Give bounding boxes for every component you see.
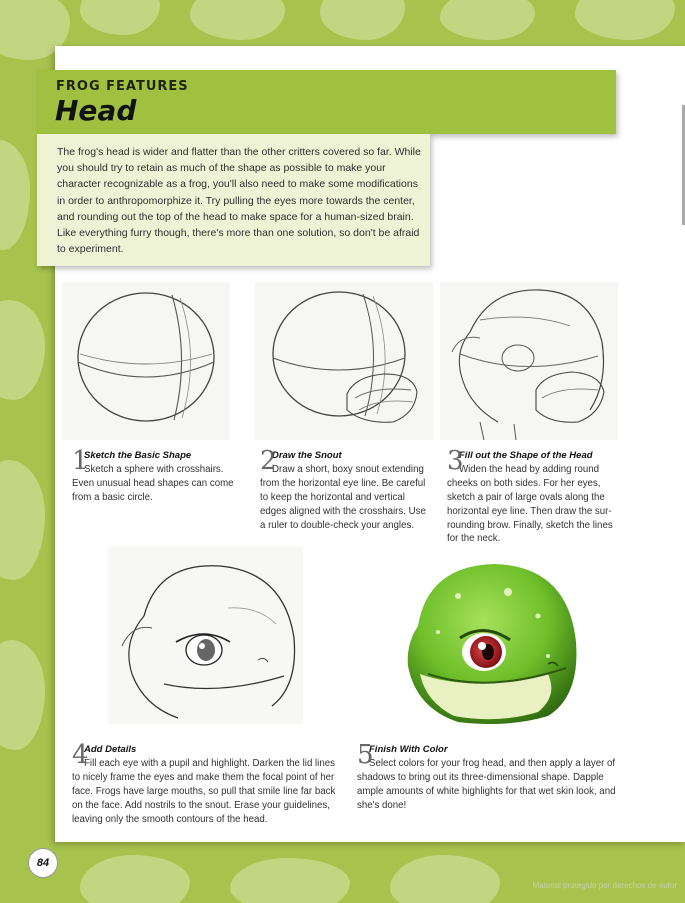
step-1 <box>72 446 247 505</box>
step-number: 1 <box>72 446 89 476</box>
step-1-sketch <box>62 282 230 440</box>
section-kicker: FROG FEATURES <box>56 79 189 94</box>
detailed-head-sketch-illustration <box>108 546 303 724</box>
background-pattern <box>80 855 190 903</box>
step-4-sketch <box>108 546 303 724</box>
step-number: 3 <box>447 446 464 476</box>
page-number: 84 <box>28 848 58 878</box>
background-pattern <box>0 300 45 400</box>
step-3-sketch <box>440 282 618 440</box>
snout-sketch-illustration <box>255 282 433 440</box>
step-heading: Add Details <box>84 744 137 755</box>
background-pattern <box>230 858 350 903</box>
background-pattern <box>575 0 675 40</box>
step-number: 5 <box>357 740 374 770</box>
step-5 <box>357 740 625 813</box>
step-body: Select colors for your frog head, and then apply a layer of shadows to bring out its three-dimensional shape. Dapple ample amounts of white highlights for that wet skin look, and she's done! <box>357 757 616 811</box>
step-heading: Draw the Snout <box>272 450 342 461</box>
background-pattern <box>190 0 285 40</box>
background-pattern <box>320 0 405 40</box>
background-pattern <box>0 140 30 250</box>
background-pattern <box>0 460 45 580</box>
step-number: 4 <box>72 740 89 770</box>
step-4 <box>72 740 340 826</box>
step-body: Draw a short, boxy snout extending from the horizontal eye line. Be careful to keep the horizontal and vertical edges aligned with the crosshairs. Use a ruler to double-check your angles. <box>260 463 426 531</box>
background-pattern <box>390 855 500 903</box>
step-body: Fill each eye with a pupil and highlight. Darken the lid lines to nicely frame the eyes and make them the focal point of her face. Frogs have large mouths, so pull that smile line far back on the face. Add nostrils to the snout. Erase your guidelines, leaving only the smooth contours of the head. <box>72 757 336 825</box>
step-heading: Fill out the Shape of the Head <box>459 450 593 461</box>
page-title: Head <box>55 94 137 127</box>
copyright-watermark: Material protegido por derechos de autor <box>532 881 677 890</box>
step-2 <box>260 446 432 532</box>
colored-frog-head-illustration <box>398 556 583 728</box>
step-2-sketch <box>255 282 433 440</box>
step-number: 2 <box>260 446 277 476</box>
head-shape-sketch-illustration <box>440 282 618 440</box>
step-3 <box>447 446 619 546</box>
background-pattern <box>0 640 45 750</box>
sphere-sketch-illustration <box>62 282 230 440</box>
intro-text: The frog's head is wider and flatter than the other critters covered so far. While you should try to retain as much of the shape as possible to make your character recognizable as a frog, you'll also need to make some modifications in order to anthropomorphize it. Try pulling the eyes more towards the center, and rounding out the top of the head to make space for a human-sized brain. Like everything furry though, there's more than one solution, so don't be afraid to experiment. <box>57 146 421 256</box>
step-5-illustration <box>398 556 583 728</box>
background-pattern <box>440 0 535 40</box>
step-heading: Finish With Color <box>369 744 448 755</box>
step-heading: Sketch the Basic Shape <box>84 450 192 461</box>
step-body: Sketch a sphere with crosshairs. Even unusual head shapes can come from a basic circle. <box>72 463 234 503</box>
intro-box <box>37 134 430 266</box>
step-body: Widen the head by adding round cheeks on both sides. For her eyes, sketch a pair of large ovals along the horizontal eye line. Then draw the sur-rounding brow. Finally, sketch the lines for the neck. <box>447 463 613 545</box>
background-pattern <box>80 0 160 35</box>
